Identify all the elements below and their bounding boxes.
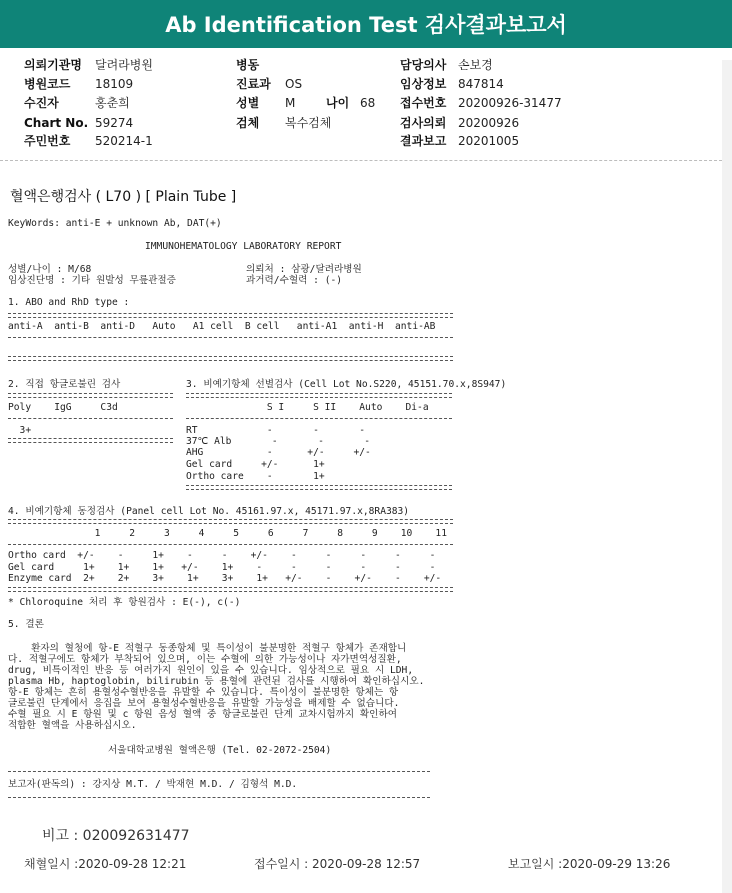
conclusion-line: 항-E 항체는 흔히 용혈성수혈반응을 유발할 수 있습니다. 특이성이 불분명한 항체는 항 [8,687,399,698]
lab-report-title: IMMUNOHEMATOLOGY LABORATORY REPORT [145,241,342,252]
resident-no-label: 주민번호 [24,134,71,148]
double-rule [8,587,453,592]
sex-label: 성별 [236,96,260,110]
section-title: 혈액은행검사 ( L70 ) [ Plain Tube ] [10,189,237,205]
conclusion-title: 5. 결론 [8,619,44,630]
conclusion-line: 환자의 혈청에 항-E 적혈구 동종항체 및 특이성이 불분명한 적혈구 항체가 존재합니 [8,643,407,654]
collected-time: 채혈일시 :2020-09-28 12:21 [24,857,187,871]
screening-section-title: 3. 비예기항체 선별검사 (Cell Lot No.S220, 45151.70.x,8S947) [186,379,507,390]
chart-no-label: Chart No. [24,116,89,130]
panel-row: Gel card 1+ 1+ 1+ +/- 1+ - - - - - - [8,562,436,573]
history-line: 과거력/수혈력 : (-) [246,275,343,286]
screening-row: 37℃ Alb - - - [186,436,371,447]
conclusion-line: drug, 비특이적인 반응 등 여러가지 원인이 있을 수 있습니다. 임상적으로 필요 시 LDH, [8,665,414,676]
double-rule [186,393,452,398]
single-rule [8,797,430,798]
double-rule [8,356,453,361]
panel-section-title: 4. 비예기항체 동정검사 (Panel cell Lot No. 45161.97.x, 45171.97.x,8RA383) [8,506,410,517]
single-rule [186,418,452,419]
screening-row: Ortho care - 1+ [186,471,325,482]
abo-table-header: anti-A anti-B anti-D Auto A1 cell B cell anti-A1 anti-H anti-AB [8,321,436,332]
department-label: 진료과 [236,77,271,91]
report-date-label: 결과보고 [400,134,447,148]
reported-time: 보고일시 :2020-09-29 13:26 [508,857,671,871]
specimen-value: 복수검체 [285,116,332,130]
conclusion-line: 적합한 혈액을 사용하십시오. [8,720,137,731]
keywords: KeyWords: anti-E + unknown Ab, DAT(+) [8,218,222,229]
conclusion-line: 글로불린 단계에서 응집을 보여 용혈성수혈반응을 유발할 가능성을 배제할 수 없습니다. [8,698,400,709]
single-rule [8,771,430,772]
reporter-line: 보고자(판독의) : 강지상 M.T. / 박재현 M.D. / 김형석 M.D. [8,779,298,790]
double-rule [8,313,453,318]
request-date-value: 20200926 [458,116,520,130]
institution-label: 의뢰기관명 [24,58,82,72]
dat-table-header: Poly IgG C3d [8,402,118,413]
panel-row: Ortho card +/- - 1+ - - +/- - - - - - [8,550,436,561]
sex-age-line: 성별/나이 : M/68 [8,264,92,275]
dat-section-title: 2. 직접 항글로불린 검사 [8,379,121,390]
conclusion-line: 수혈 필요 시 E 항원 및 c 항원 음성 혈액 중 항글로불린 단계 교차시험까지 확인하여 [8,709,397,720]
remarks: 비고 : 020092631477 [42,828,190,844]
single-rule [8,544,453,545]
sex-value: M [285,96,296,110]
double-rule [8,519,453,524]
panel-table-header: 1 2 3 4 5 6 7 8 9 10 11 [8,528,447,539]
screening-table-header: S I S II Auto Di-a [186,402,429,413]
report-date-value: 20201005 [458,134,520,148]
requester-line: 의뢰처 : 삼광/달려라병원 [246,264,362,275]
chloroquine-note: * Chloroquine 처리 후 항원검사 : E(-), c(-) [8,597,241,608]
age-label: 나이 [326,96,350,110]
doctor-value: 손보경 [458,58,493,72]
panel-row: Enzyme card 2+ 2+ 3+ 1+ 3+ 1+ +/- - +/- - +/- [8,573,442,584]
single-rule [8,337,453,338]
hospital-code-value: 18109 [95,77,134,91]
double-rule [8,393,173,398]
double-rule [8,438,173,443]
title-bar [0,0,732,48]
header-divider [0,160,732,161]
department-value: OS [285,77,303,91]
specimen-label: 검체 [236,116,260,130]
hospital-code-label: 병원코드 [24,77,71,91]
chart-no-value: 59274 [95,116,134,130]
ward-label: 병동 [236,58,260,72]
screening-row: AHG - +/- +/- [186,447,371,458]
patient-label: 수진자 [24,96,59,110]
institution-value: 달려라병원 [95,58,153,72]
institution-contact: 서울대학교병원 혈액은행 (Tel. 02-2072-2504) [108,745,332,756]
diagnosis-line: 임상진단명 : 기타 원발성 무릎관절증 [8,275,176,286]
double-rule [186,485,452,490]
patient-value: 홍춘희 [95,96,130,110]
abo-section-title: 1. ABO and RhD type : [8,297,130,308]
received-time: 접수일시 : 2020-09-28 12:57 [254,857,421,871]
clinical-info-value: 847814 [458,77,504,91]
resident-no-value: 520214-1 [95,134,153,148]
conclusion-line: plasma Hb, haptoglobin, bilirubin 등 용혈에 관련된 검사를 시행하여 확인하십시오. [8,676,425,687]
doctor-label: 담당의사 [400,58,447,72]
screening-row: Gel card +/- 1+ [186,459,325,470]
dat-values: 3+ [8,425,32,436]
screening-row: RT - - - [186,425,366,436]
single-rule [8,418,173,419]
clinical-info-label: 임상정보 [400,77,447,91]
receipt-no-value: 20200926-31477 [458,96,562,110]
page-edge [722,60,732,893]
receipt-no-label: 접수번호 [400,96,447,110]
conclusion-line: 다. 적혈구에도 항체가 부착되어 있으며, 이는 수혈에 의한 가능성이나 자가면역성질환, [8,654,402,665]
request-date-label: 검사의뢰 [400,116,447,130]
report-title: Ab Identification Test 검사결과보고서 [165,13,567,37]
age-value: 68 [360,96,376,110]
